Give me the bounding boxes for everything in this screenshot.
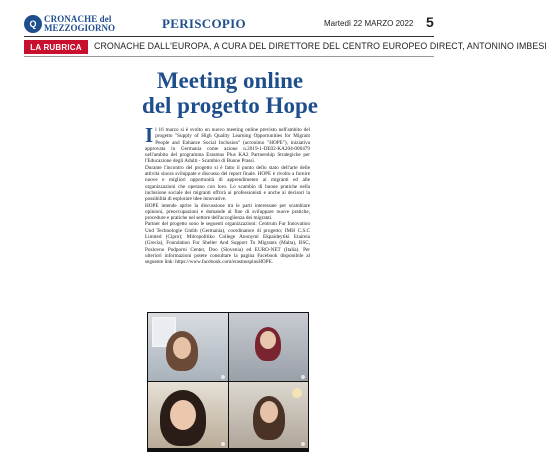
participant-tile — [148, 313, 228, 381]
mic-icon — [301, 442, 305, 446]
paragraph-1-text: l 16 marzo si è svolto un nuovo meeting online previsto nell'ambito del progetto "Supply of High Quality Learning Opportunities for Migrant People and Enhance Social Inclusion" (acronimo "HOPE"), iniziativa approvata in Germania come azione n.2019-1-DE02-KA204-006479 nell'ambito del programma Erasmus Plus KA2 Partnership Strategiche per l'Educazione degli Adulti - Scambio di Buone Prassi. — [145, 127, 310, 165]
article-headline — [100, 68, 360, 118]
participant-tile — [229, 382, 308, 448]
newspaper-logo — [24, 14, 115, 34]
participant-tile — [229, 313, 308, 381]
mic-icon — [221, 375, 225, 379]
paragraph-2: Durante l'incontro del progetto si è fatto il punto dello stato dell'arte delle attività sinora sviluppate e discusso del report finale. HOPE è rivolto a fornire nuove e migliori opportunità di apprendimento ai migranti ed alle organizzazioni che operano con loro. Lo scambio di buone pratiche nella inclusione sociale dei migranti offrirà ai professionisti e anche ai decisori la possibilità di esplorare idee innovative. — [145, 164, 310, 203]
participant-face — [173, 337, 191, 359]
lamp-icon — [292, 388, 302, 398]
logo-line1: CRONACHE del — [44, 14, 112, 24]
headline-line2: del progetto Hope — [142, 93, 318, 118]
rubric-divider — [24, 56, 434, 57]
rubric-banner — [24, 40, 547, 54]
paragraph-3: HOPE intende aprire la discussione tra le parti interessate per scambiare opinioni, preoccupazioni e domande al fine di sviluppare nuove pratiche, procedure e pratiche nel settore dell'accoglienza dei migranti. — [145, 202, 310, 222]
header-divider — [24, 36, 434, 37]
issue-date: Martedì 22 MARZO 2022 — [324, 19, 414, 28]
mic-icon — [301, 375, 305, 379]
article-body — [145, 123, 310, 266]
rubric-tag: LA RUBRICA — [24, 40, 88, 54]
participant-face — [260, 331, 276, 349]
dropcap: I — [145, 123, 154, 147]
rubric-text: CRONACHE DALL'EUROPA, A CURA DEL DIRETTORE DEL CENTRO EUROPEO DIRECT, ANTONINO IMBESI — [94, 41, 547, 51]
participant-face — [170, 400, 196, 430]
video-call-photo — [147, 312, 309, 452]
paragraph-1 — [145, 123, 310, 165]
page-header — [24, 14, 434, 36]
logo-line2: MEZZOGIORNO — [44, 23, 116, 33]
headline-line1: Meeting online — [156, 68, 304, 93]
paragraph-4: Partner del progetto sono le seguenti organizzazioni: Centrum Fur Innovation Und Technologie Gmbh (Germania), coordinatore di progetto; IMH C.S.C Limited (Cipro); Mitropolitiko College Anonymi Ekpaideytiki Etaireia (Grecia), Foundation For Shelter And Support To Migrants (Malta), BSC, Poslovno Podporni Center, Doo (Slovenia) ed EURO-NET (Italia). Per ulteriori informazioni potete consultare la pagina Facebook disponibile al seguente link: https://www.facebook.com/erasmusplusHOPE. — [145, 221, 310, 266]
logo-emblem-icon: Q — [24, 15, 42, 33]
mic-icon — [221, 442, 225, 446]
participant-tile — [148, 382, 228, 448]
section-title: PERISCOPIO — [162, 16, 246, 31]
participant-face — [260, 401, 278, 423]
page-number: 5 — [426, 14, 434, 30]
logo-wordmark — [44, 15, 115, 33]
